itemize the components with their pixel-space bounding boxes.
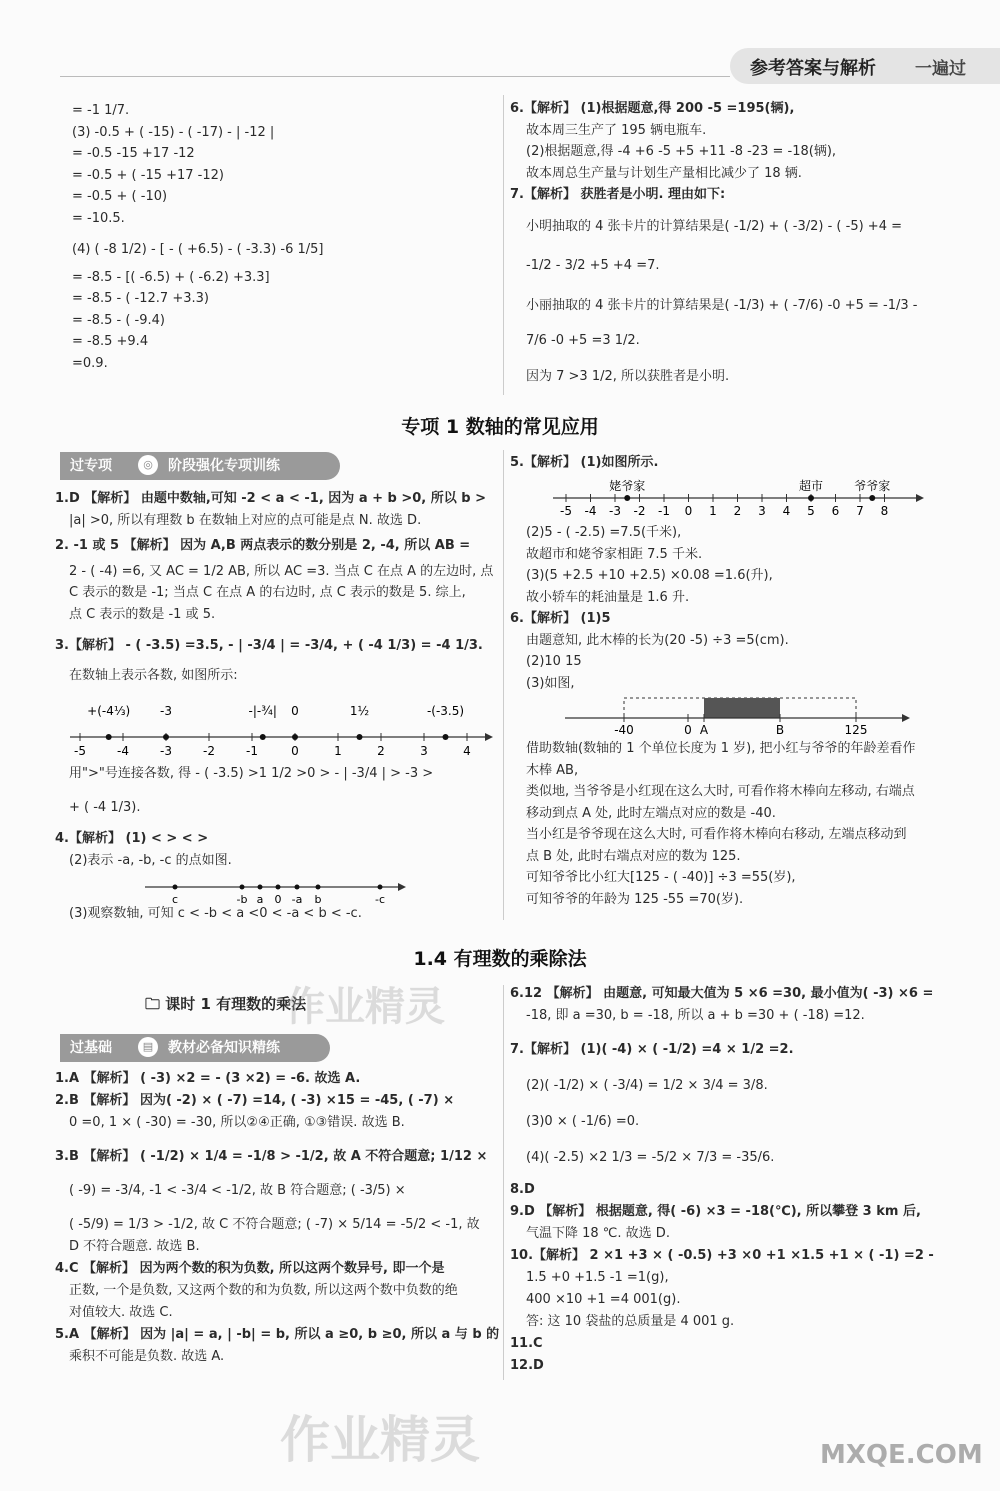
line: 故本周三生产了 195 辆电瓶车. bbox=[526, 122, 707, 138]
line: = -8.5 - ( -12.7 +3.3) bbox=[72, 291, 209, 306]
column-divider bbox=[503, 985, 504, 1380]
line: (3)(5 +2.5 +10 +2.5) ×0.08 =1.6(升), bbox=[526, 568, 773, 583]
point-label: 姥爷家 bbox=[609, 479, 646, 493]
mid-left-column-2 bbox=[55, 763, 495, 871]
header-rule bbox=[60, 76, 730, 77]
tick-label: -40 bbox=[614, 723, 634, 736]
line: (2)10 15 bbox=[526, 654, 582, 669]
line: 对值较大. 故选 C. bbox=[69, 1305, 173, 1320]
line: 2.B 【解析】 因为( -2) × ( -7) =14, ( -3) ×15 = -45, ( -7) × bbox=[55, 1093, 455, 1108]
line: =0.9. bbox=[72, 355, 108, 371]
line: 12.D bbox=[510, 1358, 544, 1373]
point-marker bbox=[316, 885, 321, 890]
tick-label: 2 bbox=[733, 504, 742, 518]
folder-icon: 🗀 bbox=[145, 995, 161, 1013]
line: 6.【解析】 (1)5 bbox=[510, 611, 611, 626]
line: = -8.5 +9.4 bbox=[72, 334, 149, 349]
line: (4) ( -8 1/2) - [ - ( +6.5) - ( -3.3) -6 1/5] bbox=[72, 242, 324, 257]
line: C 表示的数是 -1; 当点 C 在点 A 的右边时, 点 C 表示的数是 5. 综上, bbox=[69, 585, 466, 600]
watermark: 作业精灵 bbox=[285, 984, 445, 1030]
point-marker bbox=[295, 885, 300, 890]
line: (3)观察数轴, 可知 c < -b < a <0 < -a < b < -c. bbox=[69, 906, 362, 921]
header-brand: 一遍过 bbox=[915, 59, 966, 79]
tick-label: -4 bbox=[584, 504, 597, 518]
point-marker bbox=[443, 734, 449, 740]
tick-label: -3 bbox=[609, 504, 621, 518]
column-divider bbox=[503, 95, 504, 395]
tick-label: 5 bbox=[807, 504, 815, 518]
line: 正数, 一个是负数, 又这两个数的和为负数, 所以这两个数中负数的绝 bbox=[69, 1283, 458, 1298]
line: (2)根据题意,得 -4 +6 -5 +5 +11 -8 -23 = -18(辆), bbox=[526, 144, 837, 159]
tick-label: 1 bbox=[709, 504, 717, 518]
book-icon: ▤ bbox=[138, 1037, 158, 1057]
line: 6.12 【解析】 由题意, 可知最大值为 5 ×6 =30, 最小值为( -3) ×6 = bbox=[510, 986, 934, 1001]
point-label: -|-¾| bbox=[248, 704, 277, 718]
banner-label: 过基础 bbox=[70, 1040, 112, 1056]
line: 3.【解析】 - ( -3.5) =3.5, - | -3/4 | = -3/4, + ( -4 1/3) = -4 1/3. bbox=[55, 638, 483, 653]
mid-left-column bbox=[55, 488, 495, 686]
line: (3) -0.5 + ( -15) - ( -17) - | -12 | bbox=[72, 124, 275, 140]
line: -18, 即 a =30, b = -18, 所以 a + b =30 + ( -18) =12. bbox=[526, 1008, 865, 1023]
point-label: -a bbox=[291, 893, 303, 906]
section-banner bbox=[60, 1034, 330, 1062]
point-marker bbox=[624, 495, 630, 501]
line: (2)表示 -a, -b, -c 的点如图. bbox=[69, 852, 232, 868]
line: 3.B 【解析】 ( -1/2) × 1/4 = -1/8 > -1/2, 故 A 不符合题意; 1/12 × bbox=[55, 1149, 488, 1164]
point-marker bbox=[240, 885, 245, 890]
point-marker bbox=[173, 885, 178, 890]
line: 1.5 +0 +1.5 -1 =1(g), bbox=[526, 1270, 669, 1285]
point-label: a bbox=[256, 893, 264, 906]
target-icon: ◎ bbox=[138, 455, 158, 475]
line: 6.【解析】 (1)根据题意,得 200 -5 =195(辆), bbox=[510, 101, 795, 116]
line: ( -9) = -3/4, -1 < -3/4 < -1/2, 故 B 符合题意; ( -3/5) × bbox=[69, 1183, 406, 1198]
mid-right-column-2 bbox=[510, 522, 960, 694]
point-label: 0 bbox=[291, 704, 299, 718]
line: 7.【解析】 获胜者是小明. 理由如下: bbox=[510, 187, 726, 202]
line: 7/6 -0 +5 =3 1/2. bbox=[526, 333, 640, 348]
point-marker bbox=[163, 734, 169, 740]
tick-label: 0 bbox=[291, 744, 299, 758]
number-line-figure bbox=[548, 472, 928, 522]
tick-label: 4 bbox=[463, 744, 471, 758]
point-label: 超市 bbox=[798, 479, 824, 493]
line: 故小轿车的耗油量是 1.6 升. bbox=[526, 589, 690, 605]
point-marker bbox=[106, 734, 112, 740]
line: = -8.5 - ( -9.4) bbox=[72, 312, 165, 328]
line: (3)如图, bbox=[526, 675, 575, 691]
tick-label: -4 bbox=[117, 744, 129, 758]
line: 1.D 【解析】 由题中数轴,可知 -2 < a < -1, 因为 a + b >0, 所以 b > bbox=[55, 491, 487, 506]
point-marker bbox=[869, 495, 875, 501]
point-label: -(-3.5) bbox=[426, 704, 465, 718]
line: 小明抽取的 4 张卡片的计算结果是( -1/2) + ( -3/2) - ( -5) +4 = bbox=[526, 218, 902, 234]
line: 5.A 【解析】 因为 |a| = a, | -b| = b, 所以 a ≥0, b ≥0, 所以 a 与 b 的 bbox=[55, 1327, 500, 1342]
banner-subtitle: 教材必备知识精练 bbox=[168, 1040, 280, 1056]
line: 10.【解析】 2 ×1 +3 × ( -0.5) +3 ×0 +1 ×1.5 +1 × ( -1) =2 - bbox=[510, 1248, 934, 1263]
tick-label: 0 bbox=[684, 723, 692, 736]
tick-label: 4 bbox=[782, 504, 791, 518]
line: 在数轴上表示各数, 如图所示: bbox=[69, 667, 238, 683]
tick-label: -1 bbox=[658, 504, 670, 518]
lesson-title bbox=[145, 993, 306, 1019]
tick-label: A bbox=[699, 723, 709, 736]
line: 故超市和姥爷家相距 7.5 千米. bbox=[526, 546, 703, 562]
tick-label: -2 bbox=[633, 504, 646, 518]
line: |a| >0, 所以有理数 b 在数轴上对应的点可能是点 N. 故选 D. bbox=[69, 512, 422, 528]
line: 2. -1 或 5 【解析】 因为 A,B 两点表示的数分别是 2, -4, 所以 AB = bbox=[55, 538, 471, 553]
line: = -0.5 -15 +17 -12 bbox=[72, 146, 195, 161]
line: 可知爷爷的年龄为 125 -55 =70(岁). bbox=[526, 891, 744, 907]
column-divider bbox=[503, 450, 504, 920]
point-marker bbox=[260, 734, 266, 740]
line: 11.C bbox=[510, 1336, 543, 1351]
point-label: +(-4⅓) bbox=[87, 704, 131, 718]
tick-label: 8 bbox=[880, 504, 889, 518]
line: 故本周总生产量与计划生产量相比减少了 18 辆. bbox=[526, 165, 802, 181]
tick-label: 7 bbox=[856, 504, 864, 518]
point-marker bbox=[357, 734, 363, 740]
line: 4.C 【解析】 因为两个数的积为负数, 所以这两个数异号, 即一个是 bbox=[55, 1261, 445, 1276]
tick-label: 1 bbox=[334, 744, 342, 758]
corner-watermark: MXQE.COM bbox=[820, 1440, 983, 1470]
line: 可知爷爷比小红大[125 - ( -40)] ÷3 =55(岁), bbox=[526, 870, 796, 885]
point-label: c bbox=[171, 893, 179, 906]
line: 0 =0, 1 × ( -30) = -30, 所以②④正确, ①③错误. 故选 B. bbox=[69, 1115, 405, 1130]
section-title: 1.4 有理数的乘除法 bbox=[413, 948, 587, 970]
line: = -8.5 - [( -6.5) + ( -6.2) +3.3] bbox=[72, 269, 270, 285]
lesson-title-text: 课时 1 有理数的乘法 bbox=[165, 995, 307, 1013]
line: -1/2 - 3/2 +5 +4 =7. bbox=[526, 258, 660, 273]
watermark: 作业精灵 bbox=[280, 1411, 480, 1469]
point-marker bbox=[808, 495, 814, 501]
bottom-right-column bbox=[510, 983, 960, 1377]
line: (2)( -1/2) × ( -3/4) = 1/2 × 3/4 = 3/8. bbox=[526, 1078, 768, 1093]
line: 答: 这 10 袋盐的总质量是 4 001 g. bbox=[526, 1314, 735, 1329]
line: 点 C 表示的数是 -1 或 5. bbox=[69, 606, 216, 622]
tick-label: -2 bbox=[203, 744, 215, 758]
line: = -0.5 + ( -15 +17 -12) bbox=[72, 167, 224, 183]
line: 点 B 处, 此时右端点对应的数为 125. bbox=[526, 848, 741, 864]
tick-label: -1 bbox=[246, 744, 258, 758]
line: 因为 7 >3 1/2, 所以获胜者是小明. bbox=[526, 368, 730, 384]
line: (3)0 × ( -1/6) =0. bbox=[526, 1114, 640, 1129]
tick-label: -5 bbox=[560, 504, 572, 518]
tick-label: 125 bbox=[844, 723, 868, 736]
tick-label: 3 bbox=[758, 504, 766, 518]
banner-label: 过专项 bbox=[70, 458, 112, 474]
line: 7.【解析】 (1)( -4) × ( -1/2) =4 × 1/2 =2. bbox=[510, 1042, 794, 1057]
line: (4)( -2.5) ×2 1/3 = -5/2 × 7/3 = -35/6. bbox=[526, 1150, 775, 1165]
tick-label: 0 bbox=[684, 504, 693, 518]
line: = -10.5. bbox=[72, 210, 125, 226]
tick-label: B bbox=[775, 723, 785, 736]
line: D 不符合题意. 故选 B. bbox=[69, 1239, 200, 1254]
line: 4.【解析】 (1) < > < > bbox=[55, 831, 209, 846]
mid-right-column-3 bbox=[510, 738, 960, 910]
header-bar bbox=[730, 48, 1000, 84]
top-right-column bbox=[510, 98, 960, 387]
line: 小丽抽取的 4 张卡片的计算结果是( -1/3) + ( -7/6) -0 +5 = -1/3 - bbox=[526, 297, 918, 313]
line: = -1 1/7. bbox=[72, 103, 130, 118]
tick-label: 3 bbox=[420, 744, 428, 758]
line: 乘积不可能是负数. 故选 A. bbox=[69, 1349, 225, 1364]
line: (2)5 - ( -2.5) =7.5(千米), bbox=[526, 525, 682, 540]
point-label: 1½ bbox=[349, 704, 370, 718]
top-left-column bbox=[72, 100, 497, 374]
point-label: -3 bbox=[160, 704, 172, 718]
line: = -0.5 + ( -10) bbox=[72, 189, 168, 204]
line: 移动到点 A 处, 此时左端点对应的数是 -40. bbox=[526, 805, 776, 821]
point-marker bbox=[378, 885, 383, 890]
point-label: 0 bbox=[274, 893, 282, 906]
line: 5.【解析】 (1)如图所示. bbox=[510, 455, 659, 470]
line: 400 ×10 +1 =4 001(g). bbox=[526, 1292, 681, 1307]
line: 用">"号连接各数, 得 - ( -3.5) >1 1/2 >0 > - | -3/4 | > -3 > bbox=[69, 766, 434, 781]
line: 9.D 【解析】 根据题意, 得( -6) ×3 = -18(℃), 所以攀登 3 km 后, bbox=[510, 1204, 921, 1219]
line: 2 - ( -4) =6, 又 AC = 1/2 AB, 所以 AC =3. 当点 C 在点 A 的左边时, 点 bbox=[69, 563, 494, 579]
line: 8.D bbox=[510, 1182, 535, 1197]
tick-label: -5 bbox=[74, 744, 86, 758]
mid-right-column bbox=[510, 452, 960, 474]
tick-label: 6 bbox=[831, 504, 840, 518]
point-marker bbox=[292, 734, 298, 740]
line: 借助数轴(数轴的 1 个单位长度为 1 岁), 把小红与爷爷的年龄差看作 bbox=[526, 741, 916, 756]
line: 1.A 【解析】 ( -3) ×2 = - (3 ×2) = -6. 故选 A. bbox=[55, 1071, 361, 1086]
line: + ( -4 1/3). bbox=[69, 799, 141, 815]
section-banner bbox=[60, 452, 340, 480]
line: 木棒 AB, bbox=[526, 762, 579, 778]
point-label: 爷爷家 bbox=[854, 479, 891, 493]
point-marker bbox=[258, 885, 263, 890]
line: 气温下降 18 ℃. 故选 D. bbox=[526, 1226, 670, 1241]
banner-subtitle: 阶段强化专项训练 bbox=[168, 458, 280, 474]
tick-label: 2 bbox=[377, 744, 385, 758]
section-title: 专项 1 数轴的常见应用 bbox=[401, 416, 599, 438]
point-label: b bbox=[314, 893, 322, 906]
line: 类似地, 当爷爷是小红现在这么大时, 可看作将木棒向左移动, 右端点 bbox=[526, 784, 915, 799]
line: 当小红是爷爷现在这么大时, 可看作将木棒向右移动, 左端点移动到 bbox=[526, 827, 907, 842]
point-label: -b bbox=[236, 893, 248, 906]
header-title: 参考答案与解析 bbox=[750, 58, 876, 79]
point-marker bbox=[276, 885, 281, 890]
point-label: -c bbox=[374, 893, 386, 906]
line: 由题意知, 此木棒的长为(20 -5) ÷3 =5(cm). bbox=[526, 632, 789, 648]
bottom-left-column bbox=[55, 1068, 500, 1368]
line: ( -5/9) = 1/3 > -1/2, 故 C 不符合题意; ( -7) × 5/14 = -5/2 < -1, 故 bbox=[69, 1217, 480, 1232]
number-line-figure bbox=[65, 700, 495, 760]
age-number-line-figure bbox=[560, 692, 920, 736]
tick-label: -3 bbox=[160, 744, 172, 758]
